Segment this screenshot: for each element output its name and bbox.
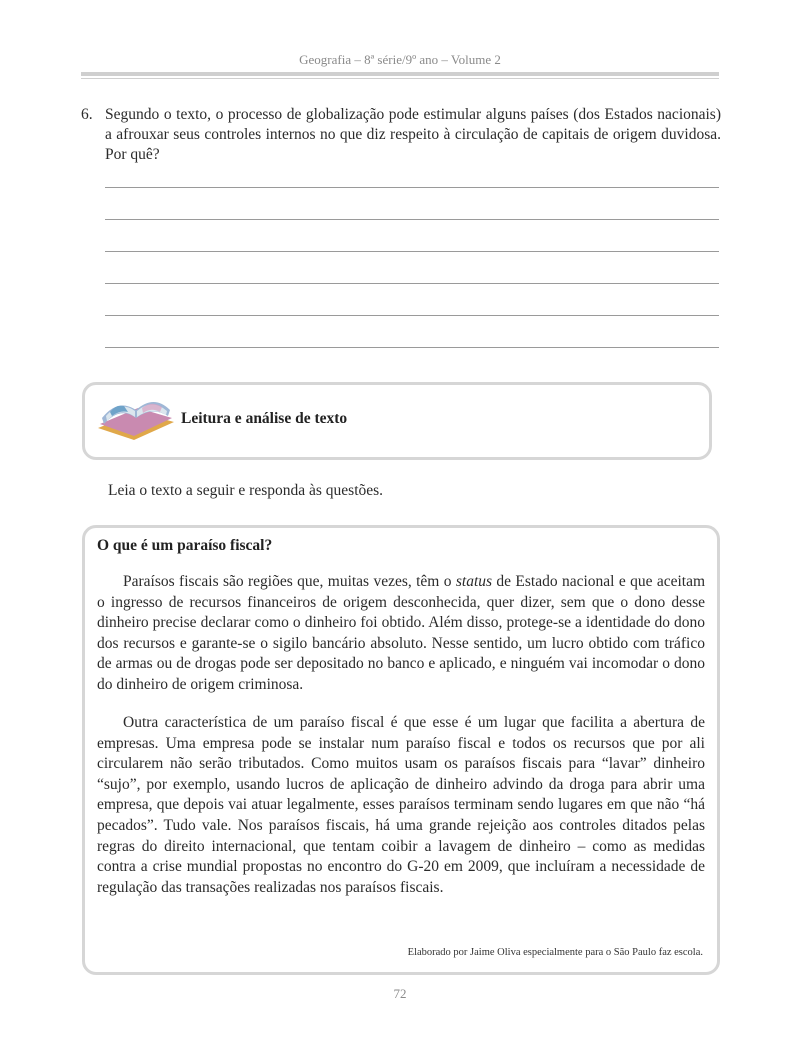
- paragraph-text: Paraísos fiscais são regiões que, muitas vezes, têm o: [123, 573, 456, 590]
- book-icon: [94, 388, 178, 444]
- paragraph-text: de Estado nacional e que aceitam o ingresso de recursos financeiros de origem desconhecida, quer dizer, sem que o dono desse dinheiro precise declarar como o dinheiro foi obtido. Além disso, protege-se a identidade do dono dos recursos e garante-se o sigilo bancário absoluto. Nesse sentido, um lucro obtido com tráfico de armas ou de drogas pode ser depositado no banco e aplicado, e ninguém vai incomodar o dono do dinheiro de origem criminosa.: [97, 573, 706, 693]
- italic-term: status: [455, 573, 493, 590]
- page-number: 72: [393, 986, 407, 1001]
- answer-line[interactable]: [105, 251, 719, 252]
- question-text: Segundo o texto, o processo de globalização pode estimular alguns países (dos Estados nacionais) a afrouxar seus controles internos no que diz respeito à circulação de capitais de origem duvidosa. Por quê?: [105, 106, 721, 163]
- running-header: Geografia – 8ª série/9º ano – Volume 2: [299, 52, 501, 67]
- answer-line[interactable]: [105, 347, 719, 348]
- reading-paragraph-2: Outra característica de um paraíso fiscal é que esse é um lugar que facilita a abertura de empresas. Uma empresa pode se instalar num paraíso fiscal e todos os recursos que por ali circularem não serão tributados. Como muitos usam os paraísos fiscais para “lavar” dinheiro “sujo”, por exemplo, usando lucros de aplicação de dinheiro advindo da droga para abrir uma empresa, que depois vai atuar legalmente, esses paraísos terminam sendo lugares em que não “há pecados”. Tudo vale. Nos paraísos fiscais, há uma grande rejeição aos controles ditados pelas regras do direito internacional, que tentam coibir a lavagem de dinheiro – como as medidas contra a crise mundial propostas no encontro do G-20 em 2009, que incluíram a necessidade de regulação das transações realizadas nos paraísos fiscais.: [97, 714, 705, 896]
- header-rule-thin: [81, 78, 719, 79]
- answer-line[interactable]: [105, 315, 719, 316]
- question-6: [81, 105, 721, 165]
- answer-line[interactable]: [105, 187, 719, 188]
- answer-line[interactable]: [105, 219, 719, 220]
- header-rule: [81, 72, 719, 76]
- reading-paragraph-1: [97, 572, 705, 696]
- source-credit: Elaborado por Jaime Oliva especialmente para o São Paulo faz escola.: [407, 947, 703, 958]
- reading-title: O que é um paraíso fiscal?: [97, 537, 273, 554]
- question-number: 6.: [81, 106, 93, 123]
- answer-line[interactable]: [105, 283, 719, 284]
- section-title: Leitura e análise de texto: [181, 410, 348, 427]
- instruction-text: Leia o texto a seguir e responda às questões.: [108, 482, 384, 499]
